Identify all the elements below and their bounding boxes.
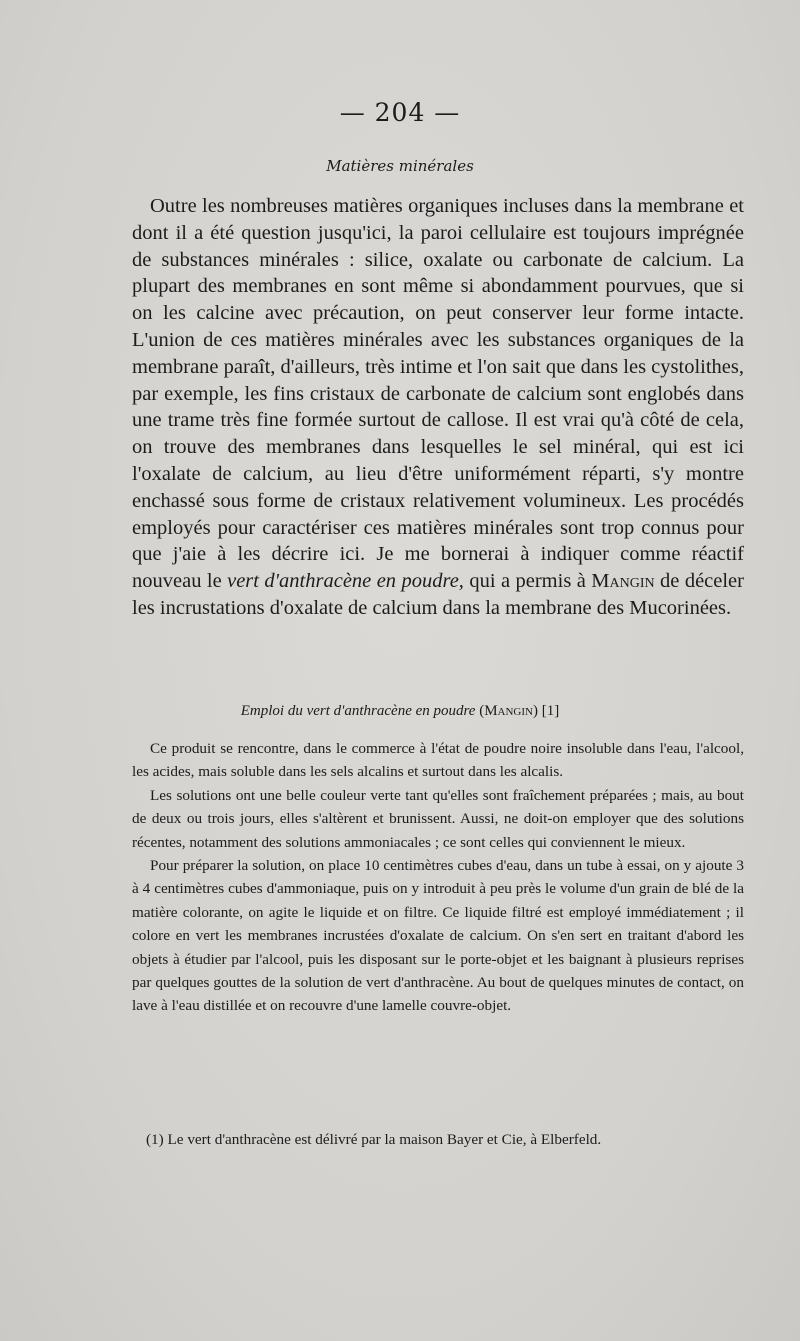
footnote-reference: [1] (541, 703, 560, 719)
sub-heading: Emploi du vert d'anthracène en poudre (Mangin) [1] (240, 703, 560, 719)
main-paragraph (132, 193, 744, 622)
footnote: (1) Le vert d'anthracène est délivré par la maison Bayer et Cie, à Elberfeld. (146, 1131, 602, 1148)
sub-heading-author: Mangin (484, 703, 533, 719)
method-description (132, 737, 744, 1018)
small-paragraph-3: Pour préparer la solution, on place 10 centimètres cubes d'eau, dans un tube à essai, on y ajoute 3 à 4 centimètres cubes d'ammoniaque, puis on y introduit à peu près le volume d'un grain de blé de la matière colorante, on agite le liquide et on filtre. Ce liquide filtré est employé immédiatement ; il colore en vert les membranes incrustées d'oxalate de calcium. On s'en sert en traitant d'abord les objets à étudier par l'alcool, puis les disposant sur le porte-objet et les baignant à plusieurs reprises par quelques gouttes de la solution de vert d'anthracène. Au bout de quelques minutes de contact, on lave à l'eau distillée et on recouvre d'une lamelle couvre-objet. (132, 857, 744, 1015)
small-paragraph-2: Les solutions ont une belle couleur verte tant qu'elles sont fraîchement préparées ; mais, au bout de deux ou trois jours, elles s'altèrent et brunissent. Aussi, ne doit-on employer que des solutions récentes, notamment des solutions ammoniacales ; ce sont celles qui conviennent le mieux. (132, 786, 744, 851)
page-number: — 204 — (339, 98, 461, 127)
main-text-part1: Outre les nombreuses matières organiques incluses dans la membrane et dont il a été question jusqu'ici, la paroi cellulaire est toujours imprégnée de substances minérales : silice, oxalate ou carbonate de calcium. La plupart des membranes en sont même si abondamment pourvues, que si on les calcine avec précaution, on peut conserver leur forme intacte. L'union de ces matières minérales avec les substances organiques de la membrane paraît, d'ailleurs, très intime et l'on sait que dans les cystolithes, par exemple, les fins cristaux de carbonate de calcium sont englobés dans une trame très fine formée surtout de callose. Il est vrai qu'à côté de cela, on trouve des membranes dans lesquelles le sel minéral, qui est ici l'oxalate de calcium, au lieu d'être uniformément réparti, s'y montre enchassé sous forme de cristaux relativement volumineux. Les procédés employés pour caractériser ces matières minérales sont trop connus pour que j'aie à les décrire ici. Je me bornerai à indiquer comme réactif nouveau le (132, 195, 744, 593)
small-paragraph-1: Ce produit se rencontre, dans le commerce à l'état de poudre noire insoluble dans l'eau, l'alcool, les acides, mais soluble dans les sels alcalins et surtout dans les alcalis. (132, 740, 744, 781)
italic-term: vert d'anthracène en poudre, (227, 570, 464, 593)
main-text-part3: de déceler les incrustations d'oxalate de calcium dans la membrane des Mucorinées. (132, 570, 744, 619)
section-heading: Matières minérales (326, 157, 474, 175)
main-text-part2: qui a permis à (463, 570, 592, 593)
sub-heading-title: Emploi du vert d'anthracène en poudre (240, 703, 476, 719)
author-name: Mangin (591, 570, 655, 593)
